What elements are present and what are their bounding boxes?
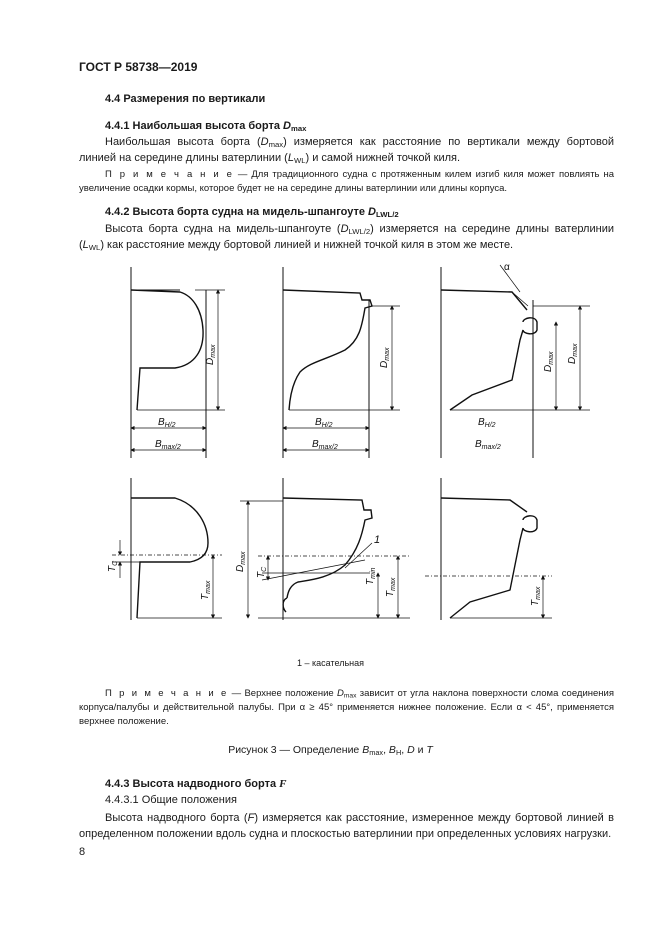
t-c-label: $T_C$ xyxy=(107,560,119,572)
document-header: ГОСТ Р 58738—2019 xyxy=(79,60,198,74)
panel-5-section xyxy=(235,478,410,620)
d-max-label: $D_{max}$ xyxy=(205,344,217,365)
b-h2-label: $B_{H/2}$ xyxy=(158,417,176,429)
panel-4-section xyxy=(107,478,222,620)
d-max-label: $D_{max}$ xyxy=(567,343,579,364)
panel-1-section xyxy=(131,267,225,458)
b-max2-label: $B_{max/2}$ xyxy=(475,439,501,451)
t-max-label: $T_{max}$ xyxy=(385,577,397,597)
b-h2-label: $B_{H/2}$ xyxy=(315,417,333,429)
page-number: 8 xyxy=(79,846,86,858)
t-max-label: $T_{max}$ xyxy=(200,580,212,600)
section-heading-4-4: 4.4 Размерения по вертикали xyxy=(105,93,266,105)
leader-1-label: 1 xyxy=(374,534,381,546)
section-heading-4-4-2: 4.4.2 Высота борта судна на мидель-шпангоуте $D_{LWL/2}$ xyxy=(105,206,399,219)
panel-6-section xyxy=(425,478,552,620)
b-h2-label: $B_{H/2}$ xyxy=(478,417,496,429)
subsection-heading-4-4-3-1: 4.4.3.1 Общие положения xyxy=(105,794,237,806)
panel-3-section xyxy=(441,262,590,458)
section-heading-4-4-1: 4.4.1 Наибольшая высота борта $D_{max}$ xyxy=(105,120,307,133)
alpha-label: α xyxy=(504,262,510,273)
section-heading-4-4-3: 4.4.3 Высота надводного борта F xyxy=(105,778,287,790)
paragraph-4-4-2: Высота борта судна на мидель-шпангоуте $(D_{LWL/2})$ измеряется на середине длины ватерлинии $(L_{WL})$ как расстояние между бортовой линией и нижней точкой киля в этом же месте. xyxy=(79,223,614,252)
d-max-label: $D_{max}$ xyxy=(379,347,391,368)
d-max-label: $D_{max}$ xyxy=(543,351,555,372)
figure-caption: Рисунок 3 — Определение $B_{max}$, $B_H$, D и T xyxy=(228,744,433,757)
t-c-label: $T_C$ xyxy=(256,566,268,578)
t-min-label: $T_{min}$ xyxy=(365,567,377,585)
figure-legend: 1 – касательная xyxy=(297,658,364,668)
b-max2-label: $B_{max/2}$ xyxy=(155,439,181,451)
d-max-label: $D_{max}$ xyxy=(235,551,247,572)
t-max-label: $T_{max}$ xyxy=(530,586,542,606)
paragraph-4-4-1: Наибольшая высота борта $(D_{max})$ измеряется как расстояние по вертикали между бортовой линией на середине длины ватерлинии $(L_{WL})$ и самой нижней точкой киля. xyxy=(79,136,614,165)
note-4-4-1: П р и м е ч а н и е — Для традиционного судна с протяженным килем изгиб киля может повлиять на увеличение осадки кормы, которое будет не на середине длины ватерлинии или длины корпуса. xyxy=(79,169,614,194)
panel-2-section xyxy=(283,267,400,458)
paragraph-4-4-3-1: Высота надводного борта (F) измеряется как расстояние, измеренное между бортовой линией в определенном положении вдоль судна и плоскостью ватерлинии при определенных условиях нагрузки. xyxy=(79,812,614,840)
figure-note: П р и м е ч а н и е — Верхнее положение $D_{max}$ зависит от угла наклона поверхности слома соединения корпуса/палубы и действительной палубы. При α ≥ 45° применяется нижнее положение. Если α < 45°, применяется верхнее положение. xyxy=(79,688,614,727)
b-max2-label: $B_{max/2}$ xyxy=(312,439,338,451)
